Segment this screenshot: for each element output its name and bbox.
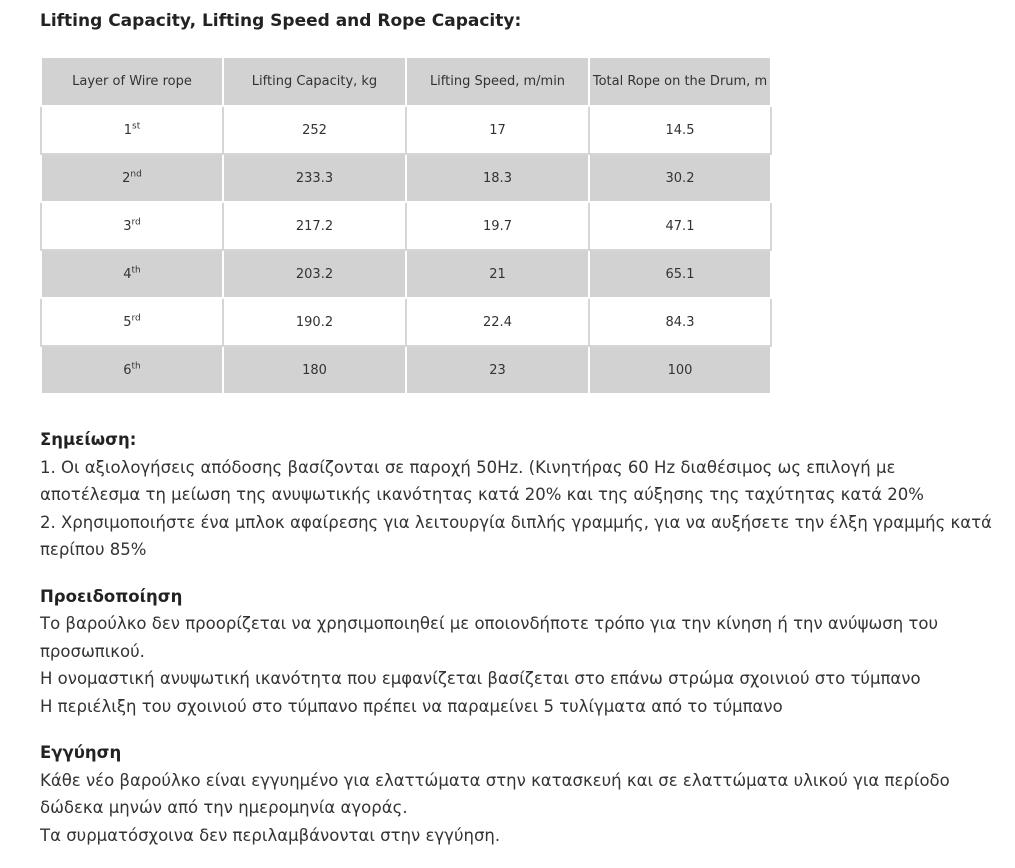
warranty-title: Εγγύηση (40, 743, 122, 762)
header-capacity: Lifting Capacity, kg (223, 57, 406, 106)
speed-cell: 22.4 (406, 298, 589, 346)
table-row (41, 250, 771, 298)
table-row (41, 202, 771, 250)
capacity-cell: 252 (223, 106, 406, 154)
layer-cell: 6th (41, 346, 223, 394)
warning-line-2: Η ονομαστική ανυψωτική ικανότητα που εμφανίζεται βασίζεται στο επάνω στρώμα σχοινιού στο τύμπανο (40, 669, 921, 688)
warning-line-3: Η περιέλιξη του σχοινιού στο τύμπανο πρέπει να παραμείνει 5 τυλίγματα από το τύμπανο (40, 696, 783, 716)
table-header-row (41, 57, 771, 106)
rope-cell: 100 (589, 346, 771, 394)
warranty-line-2: Τα συρματόσχοινα δεν περιλαμβάνονται στην εγγύηση. (40, 825, 501, 845)
note-block (40, 426, 1000, 564)
spec-page (40, 0, 1000, 845)
speed-cell: 19.7 (406, 202, 589, 250)
speed-cell: 17 (406, 106, 589, 154)
capacity-cell: 203.2 (223, 250, 406, 298)
table-row (41, 154, 771, 202)
capacity-cell: 217.2 (223, 202, 406, 250)
speed-cell: 23 (406, 346, 589, 394)
section-heading: Lifting Capacity, Lifting Speed and Rope Capacity: (40, 11, 522, 31)
layer-cell: 4th (41, 250, 223, 298)
note-line-1: 1. Οι αξιολογήσεις απόδοσης βασίζονται σε παροχή 50Hz. (Κινητήρας 60 Hz διαθέσιμος ως επιλογή με αποτέλεσμα τη μείωση της ανυψωτικής ικανότητας κατά 20% και της αύξησης της ταχύτητας κατά 20% (40, 457, 924, 504)
rope-cell: 14.5 (589, 106, 771, 154)
layer-cell: 2nd (41, 154, 223, 202)
table-row (41, 346, 771, 394)
capacity-cell: 190.2 (223, 298, 406, 346)
capacity-cell: 180 (223, 346, 406, 394)
notes-section (40, 426, 1000, 868)
header-speed: Lifting Speed, m/min (406, 57, 589, 106)
warning-block (40, 583, 1000, 721)
speed-cell: 18.3 (406, 154, 589, 202)
header-rope: Total Rope on the Drum, m (589, 57, 771, 106)
rope-cell: 65.1 (589, 250, 771, 298)
table-row (41, 106, 771, 154)
table-row (41, 298, 771, 346)
layer-cell: 1st (41, 106, 223, 154)
note-line-2: 2. Χρησιμοποιήστε ένα μπλοκ αφαίρεσης για λειτουργία διπλής γραμμής, για να αυξήσετε την έλξη γραμμής κατά περίπου 85% (40, 512, 992, 559)
warranty-block (40, 739, 1000, 849)
capacity-table (40, 56, 772, 395)
rope-cell: 84.3 (589, 298, 771, 346)
rope-cell: 47.1 (589, 202, 771, 250)
layer-cell: 3rd (41, 202, 223, 250)
speed-cell: 21 (406, 250, 589, 298)
capacity-cell: 233.3 (223, 154, 406, 202)
note-title: Σημείωση: (40, 430, 137, 449)
warning-line-1: Το βαρούλκο δεν προορίζεται να χρησιμοποιηθεί με οποιονδήποτε τρόπο για την κίνηση ή την ανύψωση του προσωπικού. (40, 614, 939, 661)
warranty-line-1: Κάθε νέο βαρούλκο είναι εγγυημένο για ελαττώματα στην κατασκευή και σε ελαττώματα υλικού για περίοδο δώδεκα μηνών από την ημερομηνία αγοράς. (40, 770, 950, 817)
warning-title: Προειδοποίηση (40, 586, 183, 606)
rope-cell: 30.2 (589, 154, 771, 202)
header-layer: Layer of Wire rope (41, 57, 223, 106)
layer-cell: 5rd (41, 298, 223, 346)
